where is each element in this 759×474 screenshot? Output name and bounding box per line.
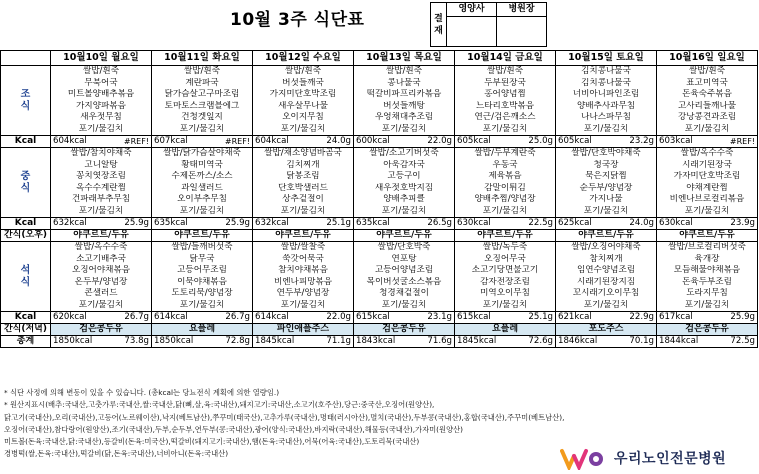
dish-item: 청경채겉절이 bbox=[379, 288, 429, 298]
dish-item: 떡갈비파프리카볶음 bbox=[366, 89, 442, 99]
protein-value: 25.9g bbox=[124, 218, 149, 229]
dish-item: 목이버섯굴소스볶음 bbox=[366, 276, 442, 287]
total-kcal: 1843kcal bbox=[356, 336, 396, 347]
dish-item: 가지양파볶음 bbox=[76, 100, 126, 111]
total-protein: 72.5g bbox=[730, 336, 755, 347]
footnote-line: 미트볼(돈육:국내산,닭:국내산),등갈비(돈육:미국산),떡갈비(돼지고기:국내산),햄(돈육:국내산),어묵(어육:국내산),도토리묵(국내산) bbox=[4, 437, 420, 447]
dish-item: 연포탕 bbox=[391, 253, 417, 264]
beverage-cell: 포도주스 bbox=[556, 324, 657, 336]
kcal-value: 603kcal bbox=[659, 136, 693, 147]
dish-item: 포기/물김치 bbox=[583, 123, 629, 134]
protein-value: 25.9g bbox=[730, 312, 755, 323]
dish-item: 양배추사과무침 bbox=[576, 100, 636, 111]
lunch-menu-cell bbox=[253, 148, 354, 218]
kcal-value: 625kcal bbox=[558, 218, 592, 229]
dish-item: 꽁치엿장조림 bbox=[76, 171, 126, 181]
dish-item: 닭가슴살고구마조림 bbox=[164, 89, 240, 99]
dish-item: 포기/물김치 bbox=[78, 205, 124, 216]
kcal-value: 617kcal bbox=[659, 312, 693, 323]
dish-item: 미역오이무침 bbox=[480, 288, 530, 298]
lunch-kcal-cell bbox=[253, 218, 354, 230]
dish-item: 버섯들깨국 bbox=[282, 77, 324, 88]
total-cell bbox=[657, 336, 758, 348]
protein-value: 23.1g bbox=[427, 312, 452, 323]
footnote-line: 오징어(국내산),참다랑어(원양산),조기(국내산),두부,순두부,연두부(콩:국내산),광어(양식:국내산),바지락(국내산),해물등(국내산),가자미(원양산) bbox=[4, 424, 464, 434]
dish-item: 순두부/양념장 bbox=[579, 182, 633, 193]
dish-item: 포기/물김치 bbox=[280, 299, 326, 310]
dish-item: 오징어야채볶음 bbox=[71, 265, 131, 275]
kcal-value: 607kcal bbox=[154, 136, 188, 147]
dinner-menu-cell bbox=[556, 242, 657, 312]
dish-item: 새우젓무침 bbox=[80, 112, 122, 122]
dish-item: 아욱감자국 bbox=[383, 159, 425, 170]
dinner-kcal-cell bbox=[152, 312, 253, 324]
dish-item: 홍어양념찜 bbox=[484, 89, 526, 99]
dish-item: 도라지무침 bbox=[686, 288, 728, 298]
dish-item: 쌀밥/흰죽 bbox=[183, 66, 221, 76]
dish-item: 쌀밥/옥수수죽 bbox=[74, 242, 128, 252]
kcal-value: 632kcal bbox=[255, 218, 289, 229]
kcal-value: 605kcal bbox=[558, 136, 592, 147]
day-header: 10월11일 화요일 bbox=[152, 51, 253, 66]
dinner-kcal-cell bbox=[657, 312, 758, 324]
approval-nutritionist-label: 영양사 bbox=[447, 3, 497, 17]
hospital-name: 우리노인전문병원 bbox=[614, 451, 727, 467]
dish-item: 포기/물김치 bbox=[684, 299, 730, 310]
hospital-logo-icon bbox=[560, 448, 608, 470]
kcal-value: 620kcal bbox=[53, 312, 87, 323]
dish-item: 육개장 bbox=[694, 253, 720, 264]
footnote-line: * 식단 사정에 의해 변동이 있을 수 있습니다. (총kcal는 당뇨전식 계획에 의한 열량임.) bbox=[4, 388, 280, 397]
dish-item: 쌀밥/닭가슴살야채죽 bbox=[163, 148, 241, 158]
dish-item: 고등어양념조림 bbox=[374, 265, 434, 275]
dish-item: 쌀밥/브로컬리버섯죽 bbox=[668, 242, 746, 252]
dish-item: 비엔나피망볶음 bbox=[273, 276, 333, 287]
protein-value: #REF! bbox=[123, 136, 149, 146]
protein-value: 25.1g bbox=[528, 312, 553, 323]
dish-item: 건파래부추무침 bbox=[71, 194, 131, 204]
kcal-value: 615kcal bbox=[457, 312, 491, 323]
breakfast-kcal-cell bbox=[253, 136, 354, 148]
kcal-value: 635kcal bbox=[356, 218, 390, 229]
kcal-value: 600kcal bbox=[356, 136, 390, 147]
dish-item: 버섯들깨탕 bbox=[383, 100, 425, 111]
dish-item: 돈육숙주볶음 bbox=[682, 89, 732, 99]
protein-value: 23.9g bbox=[730, 218, 755, 229]
dish-item: 옥수수계란찜 bbox=[76, 182, 126, 193]
dish-item: 새우살무나물 bbox=[278, 100, 328, 111]
breakfast-kcal-row bbox=[1, 136, 758, 148]
footnote-line: 닭고기(국내산),오리(국내산),고등어(노르웨이산),낙지(베트남산),쭈꾸미(태국산),고추가루(국내산),명태(러시아산),멸치(국내산),두부콩(국내산),홍합(국내산),주꾸미(베트남산), bbox=[4, 412, 564, 422]
lunch-kcal-cell bbox=[455, 218, 556, 230]
dish-item: 쌀밥/쌀찰죽 bbox=[280, 242, 326, 252]
kcal-value: 605kcal bbox=[457, 136, 491, 147]
dish-item: 감말이튀김 bbox=[484, 182, 526, 193]
dish-item: 쌀밥/흰죽 bbox=[688, 66, 726, 76]
lunch-menu-cell bbox=[455, 148, 556, 218]
lunch-menu-cell bbox=[556, 148, 657, 218]
dinner-menu-cell bbox=[253, 242, 354, 312]
snack-cell: 야쿠르트/두유 bbox=[354, 230, 455, 242]
snack-cell: 야쿠르트/두유 bbox=[152, 230, 253, 242]
beverage-cell: 검은콩두유 bbox=[51, 324, 152, 336]
day-header: 10월10일 월요일 bbox=[51, 51, 152, 66]
page-title: 10월 3주 식단표 bbox=[230, 10, 365, 30]
dish-item: 포기/물김치 bbox=[482, 205, 528, 216]
breakfast-menu-cell bbox=[253, 66, 354, 136]
dish-item: 쌀밥/소고기버섯죽 bbox=[369, 148, 439, 158]
total-protein: 72.6g bbox=[528, 336, 553, 347]
snack-cell: 야쿠르트/두유 bbox=[455, 230, 556, 242]
breakfast-menu-cell bbox=[657, 66, 758, 136]
dish-item: 고등어무조림 bbox=[177, 265, 227, 275]
footnote-line: 경병떡(쌀,돈육:국내산),떡갈비(닭,돈육:국내산),너비아니(돈육:국내산) bbox=[4, 449, 229, 459]
protein-value: 26.7g bbox=[124, 312, 149, 323]
dish-item: 포기/물김치 bbox=[280, 123, 326, 134]
dish-item: 쌀밥/녹두죽 bbox=[482, 242, 528, 252]
dish-item: 포기/물김치 bbox=[78, 299, 124, 310]
dish-item: 건청겟잎지 bbox=[181, 112, 223, 122]
dish-item: 포기/물김치 bbox=[280, 205, 326, 216]
protein-value: 24.0g bbox=[326, 136, 351, 147]
dish-item: 새우젓호박지짐 bbox=[374, 182, 434, 193]
day-header: 10월16일 일요일 bbox=[657, 51, 758, 66]
protein-value: 25.9g bbox=[225, 218, 250, 229]
dinner-kcal-cell bbox=[253, 312, 354, 324]
dinner-menu-cell bbox=[455, 242, 556, 312]
snack-cell: 야쿠르트/두유 bbox=[657, 230, 758, 242]
dish-item: 포기/물김치 bbox=[179, 205, 225, 216]
dish-item: 가지미단호박조림 bbox=[269, 89, 337, 99]
dish-item: 소고기배추국 bbox=[76, 253, 126, 264]
beverage-row bbox=[1, 324, 758, 336]
dinner-kcal-cell bbox=[556, 312, 657, 324]
kcal-value: 614kcal bbox=[154, 312, 188, 323]
lunch-kcal-cell bbox=[657, 218, 758, 230]
dish-item: 쌀밥/두부계란죽 bbox=[474, 148, 536, 158]
lunch-row bbox=[1, 148, 758, 218]
beverage-label: 간식(저녁) bbox=[1, 324, 51, 336]
kcal-value: 615kcal bbox=[356, 312, 390, 323]
total-cell bbox=[152, 336, 253, 348]
meal-table bbox=[0, 50, 758, 348]
lunch-kcal-cell bbox=[354, 218, 455, 230]
dish-item: 포기/물김치 bbox=[381, 205, 427, 216]
snack-cell: 야쿠르트/두유 bbox=[51, 230, 152, 242]
dish-item: 비엔나브로컬리볶음 bbox=[669, 194, 745, 204]
kcal-value: 632kcal bbox=[53, 218, 87, 229]
total-cell bbox=[354, 336, 455, 348]
breakfast-kcal-cell bbox=[556, 136, 657, 148]
dinner-menu-cell bbox=[51, 242, 152, 312]
beverage-cell: 파인애플주스 bbox=[253, 324, 354, 336]
protein-value: 22.5g bbox=[528, 218, 553, 229]
dish-item: 포기/물김치 bbox=[179, 299, 225, 310]
total-kcal: 1850kcal bbox=[53, 336, 93, 347]
dish-item: 고등구이 bbox=[387, 171, 421, 181]
dish-item: 참치야채볶음 bbox=[278, 265, 328, 275]
dish-item: 오징어무국 bbox=[484, 253, 526, 264]
dish-item: 고니알탕 bbox=[84, 159, 118, 170]
kcal-value: 614kcal bbox=[255, 312, 289, 323]
breakfast-menu-cell bbox=[455, 66, 556, 136]
total-kcal: 1846kcal bbox=[558, 336, 598, 347]
dish-item: 단호박샐러드 bbox=[278, 182, 328, 193]
dish-item: 두부된장국 bbox=[484, 77, 526, 88]
total-cell bbox=[51, 336, 152, 348]
approval-director-label: 병원장 bbox=[497, 3, 547, 17]
dish-item: 우엉채대추조림 bbox=[374, 112, 434, 122]
breakfast-menu-cell bbox=[152, 66, 253, 136]
total-kcal: 1845kcal bbox=[457, 336, 497, 347]
dish-item: 강낭콩견과조림 bbox=[677, 112, 737, 122]
total-label: 총계 bbox=[1, 336, 51, 348]
dish-item: 쌀밥/흰죽 bbox=[385, 66, 423, 76]
dish-item: 황태미역국 bbox=[181, 159, 223, 170]
breakfast-label: 조 식 bbox=[1, 66, 51, 136]
dish-item: 이묵야채볶음 bbox=[177, 276, 227, 287]
breakfast-menu-cell bbox=[51, 66, 152, 136]
dish-item: 오이지무침 bbox=[282, 112, 324, 122]
lunch-menu-cell bbox=[657, 148, 758, 218]
dish-item: 모듬해물야채볶음 bbox=[673, 265, 741, 275]
kcal-value: 635kcal bbox=[154, 218, 188, 229]
beverage-cell: 검은콩두유 bbox=[354, 324, 455, 336]
breakfast-kcal-cell bbox=[657, 136, 758, 148]
breakfast-menu-cell bbox=[354, 66, 455, 136]
corner-cell bbox=[1, 51, 51, 66]
dish-item: 나나스파무침 bbox=[581, 112, 631, 122]
dish-item: 포기/물김치 bbox=[381, 123, 427, 134]
protein-value: 23.2g bbox=[629, 136, 654, 147]
dish-item: 가지나물 bbox=[589, 194, 623, 204]
breakfast-menu-cell bbox=[556, 66, 657, 136]
breakfast-kcal-cell bbox=[354, 136, 455, 148]
kcal-value: 630kcal bbox=[457, 218, 491, 229]
dish-item: 쌀밥/흰죽 bbox=[82, 66, 120, 76]
lunch-menu-cell bbox=[51, 148, 152, 218]
approval-label: 결 재 bbox=[431, 3, 447, 47]
hospital-logo bbox=[560, 448, 726, 470]
dish-item: 포기/물김치 bbox=[482, 299, 528, 310]
lunch-kcal-cell bbox=[556, 218, 657, 230]
snack-cell: 야쿠르트/두유 bbox=[556, 230, 657, 242]
kcal-label: Kcal bbox=[1, 218, 51, 230]
dinner-kcal-cell bbox=[455, 312, 556, 324]
protein-value: 26.7g bbox=[225, 312, 250, 323]
dish-item: 콩나물국 bbox=[387, 77, 421, 88]
dish-item: 시래기된장국 bbox=[682, 159, 732, 170]
dish-item: 쌀밥/단호박야채죽 bbox=[571, 148, 641, 158]
dish-item: 시래기된장지짐 bbox=[576, 276, 636, 287]
dish-item: 야채계란찜 bbox=[686, 182, 728, 193]
day-header: 10월12일 수요일 bbox=[253, 51, 354, 66]
total-cell bbox=[253, 336, 354, 348]
dish-item: 포기/물김치 bbox=[179, 123, 225, 134]
kcal-label: Kcal bbox=[1, 312, 51, 324]
day-header: 10월15일 토요일 bbox=[556, 51, 657, 66]
total-protein: 70.1g bbox=[629, 336, 654, 347]
lunch-menu-cell bbox=[152, 148, 253, 218]
dinner-kcal-row bbox=[1, 312, 758, 324]
dish-item: 온두부/양념장 bbox=[74, 276, 128, 287]
snack-label: 간식(오후) bbox=[1, 230, 51, 242]
protein-value: 26.5g bbox=[427, 218, 452, 229]
protein-value: 22.0g bbox=[326, 312, 351, 323]
dinner-kcal-cell bbox=[51, 312, 152, 324]
kcal-value: 604kcal bbox=[255, 136, 289, 147]
dish-item: 무북어국 bbox=[84, 77, 118, 88]
dish-item: 양배추찜/양념장 bbox=[474, 194, 536, 204]
kcal-label: Kcal bbox=[1, 136, 51, 148]
breakfast-kcal-cell bbox=[455, 136, 556, 148]
kcal-value: 630kcal bbox=[659, 218, 693, 229]
snack-row bbox=[1, 230, 758, 242]
dish-item: 묵은지닭찜 bbox=[585, 171, 627, 181]
dish-item: 포기/물김치 bbox=[78, 123, 124, 134]
total-kcal: 1845kcal bbox=[255, 336, 295, 347]
dish-item: 쌀밥/참치야채죽 bbox=[70, 148, 132, 158]
total-protein: 71.6g bbox=[427, 336, 452, 347]
day-header: 10월13일 목요일 bbox=[354, 51, 455, 66]
kcal-value: 621kcal bbox=[558, 312, 592, 323]
footnotes bbox=[4, 387, 564, 461]
dish-item: 쌀밥/오징어야채죽 bbox=[571, 242, 641, 252]
beverage-cell: 요플레 bbox=[455, 324, 556, 336]
dinner-menu-cell bbox=[657, 242, 758, 312]
dish-item: 미트볼양배추볶음 bbox=[67, 89, 135, 99]
dinner-menu-cell bbox=[152, 242, 253, 312]
dish-item: 김치찌개 bbox=[286, 159, 320, 170]
dish-item: 표고미역국 bbox=[686, 77, 728, 88]
approval-nutritionist-sign bbox=[447, 17, 497, 47]
lunch-kcal-row bbox=[1, 218, 758, 230]
footnote-line: * 원산지표시(배추:국내산,고춧가루:국내산,쌀:국내산,닭(뼈,살,육:국내산),돼지고기:국내산,소고기(호주산),당근:중국산,오징어(원양산), bbox=[4, 400, 435, 410]
dish-item: 느타리호박볶음 bbox=[475, 100, 535, 111]
approval-box bbox=[430, 2, 547, 47]
dish-item: 닭무국 bbox=[189, 253, 215, 264]
dish-item: 쌀밥/흰죽 bbox=[284, 66, 322, 76]
dish-item: 과일샐러드 bbox=[181, 182, 223, 193]
dish-item: 김치콩나물국 bbox=[581, 66, 631, 76]
dish-item: 우동국 bbox=[492, 159, 518, 170]
dish-item: 쌀밥/들깨버섯죽 bbox=[171, 242, 233, 252]
dish-item: 포기/물김치 bbox=[684, 205, 730, 216]
day-header-row bbox=[1, 51, 758, 66]
dish-item: 포기/물김치 bbox=[583, 299, 629, 310]
dish-item: 포기/물김치 bbox=[381, 299, 427, 310]
total-protein: 72.8g bbox=[225, 336, 250, 347]
dish-item: 고사리들깨나물 bbox=[677, 100, 737, 111]
lunch-kcal-cell bbox=[51, 218, 152, 230]
total-protein: 73.8g bbox=[124, 336, 149, 347]
lunch-menu-cell bbox=[354, 148, 455, 218]
dish-item: 소고기당면불고기 bbox=[471, 265, 539, 275]
dish-item: 너비아니파인조림 bbox=[572, 89, 640, 99]
dinner-kcal-cell bbox=[354, 312, 455, 324]
breakfast-kcal-cell bbox=[152, 136, 253, 148]
dish-item: 청국장 bbox=[593, 159, 619, 170]
dish-item: 쌀밥/옥수수죽 bbox=[680, 148, 734, 158]
dish-item: 포기/물김치 bbox=[684, 123, 730, 134]
dish-item: 가자미단호박조림 bbox=[673, 171, 741, 181]
dish-item: 꼬시래기오이무침 bbox=[572, 288, 640, 298]
total-kcal: 1844kcal bbox=[659, 336, 699, 347]
dish-item: 제육볶음 bbox=[488, 171, 522, 181]
total-cell bbox=[455, 336, 556, 348]
protein-value: 24.0g bbox=[629, 218, 654, 229]
dish-item: 콘샐러드 bbox=[84, 288, 118, 298]
breakfast-row bbox=[1, 66, 758, 136]
protein-value: #REF! bbox=[224, 136, 250, 146]
dish-item: 돈육두부조림 bbox=[682, 276, 732, 287]
lunch-kcal-cell bbox=[152, 218, 253, 230]
total-cell bbox=[556, 336, 657, 348]
dish-item: 임연수양념조림 bbox=[576, 265, 636, 275]
dish-item: 연두부/양념장 bbox=[276, 288, 330, 298]
approval-director-sign bbox=[497, 17, 547, 47]
dish-item: 수제돈까스/소스 bbox=[171, 171, 233, 181]
dish-item: 계란파국 bbox=[185, 77, 219, 88]
beverage-cell: 검은콩두유 bbox=[657, 324, 758, 336]
kcal-value: 604kcal bbox=[53, 136, 87, 147]
protein-value: 22.0g bbox=[427, 136, 452, 147]
dish-item: 포기/물김치 bbox=[482, 123, 528, 134]
breakfast-kcal-cell bbox=[51, 136, 152, 148]
lunch-label: 중 식 bbox=[1, 148, 51, 218]
dish-item: 도토리묵/양념장 bbox=[171, 288, 233, 298]
dish-item: 상추겉절이 bbox=[282, 194, 324, 204]
protein-value: 22.9g bbox=[629, 312, 654, 323]
dish-item: 양배추피클 bbox=[383, 194, 425, 204]
dish-item: 김치콩나물국 bbox=[581, 77, 631, 88]
dinner-menu-cell bbox=[354, 242, 455, 312]
dish-item: 쌀밥/채소양념바곰국 bbox=[264, 148, 342, 158]
dish-item: 포기/물김치 bbox=[583, 205, 629, 216]
total-row bbox=[1, 336, 758, 348]
protein-value: 25.1g bbox=[326, 218, 351, 229]
dish-item: 닭봉조림 bbox=[286, 171, 320, 181]
dish-item: 쑥갓어묵국 bbox=[282, 253, 324, 264]
dish-item: 오이부추무침 bbox=[177, 194, 227, 204]
day-header: 10월14일 금요일 bbox=[455, 51, 556, 66]
dish-item: 토마토스크램블에그 bbox=[164, 100, 240, 111]
header bbox=[0, 0, 759, 50]
dish-item: 쌀밥/흰죽 bbox=[486, 66, 524, 76]
protein-value: #REF! bbox=[729, 136, 755, 146]
dish-item: 참치찌개 bbox=[589, 253, 623, 264]
protein-value: 25.0g bbox=[528, 136, 553, 147]
total-kcal: 1850kcal bbox=[154, 336, 194, 347]
dish-item: 감자전장조림 bbox=[480, 276, 530, 287]
beverage-cell: 요플레 bbox=[152, 324, 253, 336]
dinner-row bbox=[1, 242, 758, 312]
dinner-label: 석 식 bbox=[1, 242, 51, 312]
dish-item: 연근/검은깨소스 bbox=[474, 112, 536, 122]
dish-item: 쌀밥/단호박죽 bbox=[377, 242, 431, 252]
total-protein: 71.1g bbox=[326, 336, 351, 347]
snack-cell: 야쿠르트/두유 bbox=[253, 230, 354, 242]
